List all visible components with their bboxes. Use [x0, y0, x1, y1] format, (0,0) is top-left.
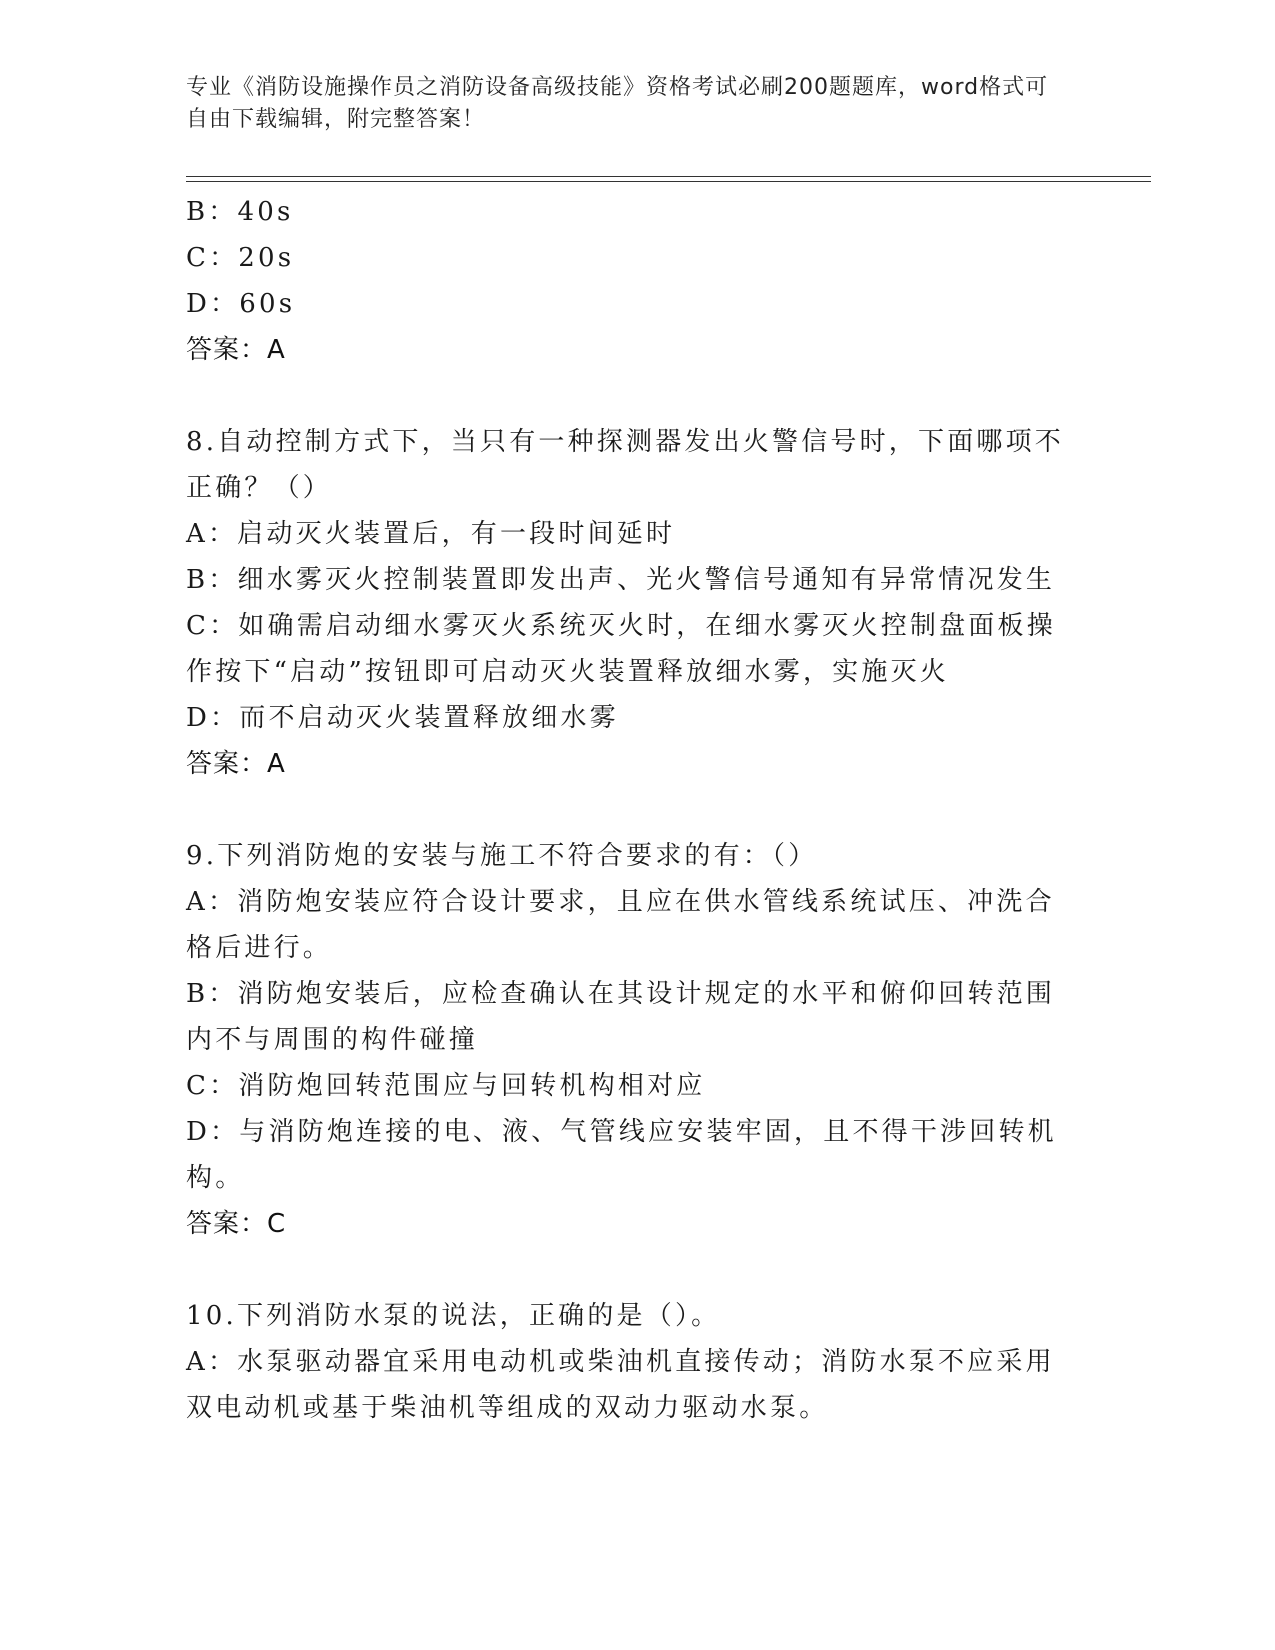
paragraph-gap	[186, 373, 1076, 419]
question-text: 9.下列消防炮的安装与施工不符合要求的有：（）	[186, 841, 818, 871]
question-text: 8.自动控制方式下，当只有一种探测器发出火警信号时，下面哪项不正确？（）	[186, 427, 1065, 503]
option-text: C：消防炮回转范围应与回转机构相对应	[186, 1071, 706, 1101]
option-text: B：40s	[186, 197, 294, 227]
option-text: A：启动灭火装置后，有一段时间延时	[186, 519, 676, 549]
header-rule-top	[186, 176, 1151, 177]
document-body	[186, 189, 1076, 1431]
page-header: 专业《消防设施操作员之消防设备高级技能》资格考试必刷200题题库，word格式可自由下载编辑，附完整答案！	[186, 75, 1049, 132]
answer-line: 答案：C	[186, 1209, 287, 1239]
paragraph-gap	[186, 1247, 1076, 1293]
option-text: B：细水雾灭火控制装置即发出声、光火警信号通知有异常情况发生	[186, 565, 1056, 595]
option-text: A：消防炮安装应符合设计要求，且应在供水管线系统试压、冲洗合格后进行。	[186, 887, 1055, 963]
answer-line: 答案：A	[186, 335, 286, 365]
question-text: 10.下列消防水泵的说法，正确的是（）。	[186, 1301, 721, 1331]
header-rule-bottom	[186, 181, 1151, 182]
option-text: D：与消防炮连接的电、液、气管线应安装牢固，且不得干涉回转机构。	[186, 1117, 1057, 1193]
answer-line: 答案：A	[186, 749, 286, 779]
option-text: C：20s	[186, 243, 295, 273]
option-text: D：而不启动灭火装置释放细水雾	[186, 703, 619, 733]
option-text: A：水泵驱动器宜采用电动机或柴油机直接传动；消防水泵不应采用双电动机或基于柴油机等组成的双动力驱动水泵。	[186, 1347, 1055, 1423]
option-text: C：如确需启动细水雾灭火系统灭火时，在细水雾灭火控制盘面板操作按下“启动”按钮即可启动灭火装置释放细水雾，实施灭火	[186, 611, 1056, 687]
option-text: B：消防炮安装后，应检查确认在其设计规定的水平和俯仰回转范围内不与周围的构件碰撞	[186, 979, 1056, 1055]
paragraph-gap	[186, 787, 1076, 833]
option-text: D：60s	[186, 289, 296, 319]
